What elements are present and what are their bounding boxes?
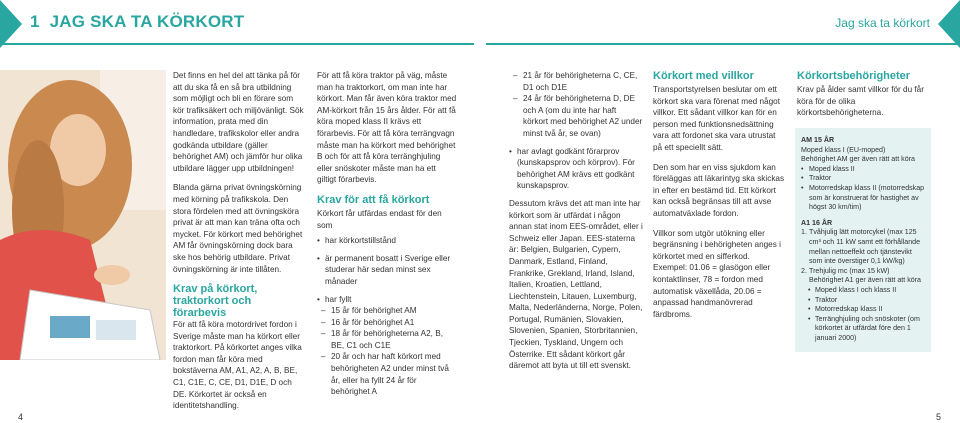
- list-item: • Moped klass II: [801, 165, 925, 175]
- header-rule-left: [0, 43, 474, 45]
- chapter-number: 1: [30, 12, 40, 31]
- header-rule-right: [486, 43, 960, 45]
- list-item: • har körkortstillstånd: [317, 235, 457, 247]
- chapter-title: JAG SKA TA KÖRKORT: [49, 12, 245, 31]
- license-requirements-heading: Krav på körkort, traktorkort och förarbevis: [173, 283, 258, 320]
- conditional-paragraph-3: Villkor som utgör utökning eller begränsning i behörigheten anges i körkortet med en sifferkod. Exempel: 01.06 = glasögon eller kontaktlinser, 78 = fordon med automatisk växellåda, 20.06 = anpassad handmanövrerad färdbroms.: [653, 228, 781, 319]
- list-item: – 15 år för behörighet AM: [317, 305, 457, 317]
- list-item: 1. Tvåhjulig lätt motorcykel (max 125 cm³ och 11 kW samt ett förhållande mellan nettoeffekt och tjänstevikt som inte överstiger 0,1 kW/kg): [801, 228, 921, 266]
- conditional-license-heading: Körkort med villkor: [653, 70, 754, 82]
- list-item: 2. Trehjulig mc (max 15 kW) Behörighet A1 ger även rätt att köra: [801, 266, 921, 285]
- page-number-left: 4: [18, 412, 24, 422]
- am-heading: AM 15 ÅR: [801, 136, 835, 144]
- student-reading-photo: [0, 70, 166, 360]
- list-item: – 21 år för behörigheterna C, CE, D1 och D1E: [509, 70, 643, 93]
- conditional-paragraph-2: Den som har en viss sjukdom kan föreläggas att läkarintyg ska skickas in efter en bestämd tid. Ett körkort kan också begränsas till att avse automatväxlade fordon.: [653, 162, 785, 218]
- issue-conditions-list: [317, 235, 457, 398]
- license-issue-intro: Körkort får utfärdas endast för den som: [317, 208, 442, 230]
- list-item: • är permanent bosatt i Sverige eller studerar här sedan minst sex månader: [317, 253, 457, 288]
- photo-illustration: [0, 70, 166, 360]
- list-item: • har fyllt: [317, 294, 457, 306]
- list-item: – 20 år och har haft körkort med behörigheten A2 under minst två år, eller ha fyllt 24 år för behörighet A: [317, 351, 457, 397]
- list-item: • Motorredskap klass II (motorredskap som är konstruerat för hastighet av högst 30 km/tim): [801, 184, 925, 213]
- column-2: [317, 70, 457, 398]
- license-categories-intro: Krav på ålder samt villkor för du får köra för de olika körkortsbehörigheterna.: [797, 85, 924, 118]
- am-list: [801, 165, 925, 213]
- a1-list: [801, 228, 925, 343]
- list-item: – 16 år för behörighet A1: [317, 317, 457, 329]
- intro-paragraph: Det finns en hel del att tänka på för att du ska få en så bra utbildning som möjligt och bli en förare som kör trafiksäkert och miljövänligt. Sök information, prata med din handledare, trafikskolor eller andra godkända utbildare (gäller behörighet AM) och jämför hur olika utbildare lägger upp utbildningen!: [173, 71, 304, 173]
- list-item: • Terränghjuling och snöskoter (om körkortet är utfärdat före den 1 januari 2000): [801, 315, 925, 344]
- am-line-2: Behörighet AM ger även rätt att köra: [801, 155, 915, 164]
- license-issue-heading: Krav för att få körkort: [317, 193, 430, 206]
- list-item: • Motorredskap klass II: [801, 305, 925, 315]
- column-5: [797, 70, 933, 127]
- conditional-paragraph-1: Transportstyrelsen beslutar om ett körkort ska vara förenat med något villkor. Ett sådant villkor kan för en person med funktionsnedsättning vara att fordonet ska vara utrustat på ett speciellt sätt.: [653, 85, 780, 152]
- list-item: – 18 år för behörigheterna A2, B, BE, C1 och C1E: [317, 328, 457, 351]
- list-item: • har avlagt godkänt förarprov (kunskapsprov och körprov). För behörighet AM krävs ett godkänt kunskapsprov.: [509, 146, 643, 192]
- practice-paragraph: Blanda gärna privat övningskörning med körning på trafikskola. Den stora fördelen med att övningsköra privat är att man kan träna ofta och mycket. För körkort med behörighet AM får övningskörning dock bara ske hos behörig utbildare. Privat övningskörning är inte tillåten.: [173, 183, 303, 274]
- license-requirements-paragraph: För att få köra motordrivet fordon i Sverige måste man ha körkort eller traktorkort. På körkortet anges vilka fordon man får köra med bokstäverna AM, A1, A2, A, B, BE, C1, C1E, C, CE, D1, D1E, D och DE. Körkortet är också en identitetshandling.: [173, 320, 302, 411]
- list-item: – 24 år för behörigheterna D, DE och A (om du inte har haft körkort med behörighet A2 under minst två år, se ovan): [509, 93, 643, 139]
- tractor-paragraph: För att få köra traktor på väg, måste man ha traktorkort, om man inte har körkort. Man får även köra traktor med AM-körkort från 15 års ålder. För att få köra moped klass II krävs ett förarbevis. För att få köra terrängvagn måste man ha körkort med behörighet B och för att få köra terränghjuling eller snöskoter måste man ha ett giltigt förarbevis.: [317, 71, 457, 185]
- column-4: [653, 70, 785, 328]
- list-item: • Traktor: [801, 174, 925, 184]
- list-item: • Traktor: [801, 296, 925, 306]
- chapter-marker-left: [0, 0, 22, 48]
- license-categories-box: [795, 128, 931, 352]
- running-title: Jag ska ta körkort: [835, 16, 930, 30]
- chapter-heading: [30, 12, 244, 32]
- license-categories-heading: Körkortsbehörigheter: [797, 70, 911, 82]
- page-number-right: 5: [936, 412, 942, 422]
- column-1: [173, 70, 306, 420]
- list-item: • Moped klass I och klass II: [801, 286, 925, 296]
- age-conditions-list: [509, 70, 643, 192]
- am-line-1: Moped klass I (EU-moped): [801, 145, 886, 154]
- a1-heading: A1 16 ÅR: [801, 218, 833, 227]
- column-3: [509, 70, 643, 380]
- chapter-marker-right: [938, 0, 960, 48]
- ees-paragraph: Dessutom krävs det att man inte har körkort som är utfärdat i någon annan stat inom EES-området, eller i Schweiz eller Japan. EES-staterna är: Belgien, Bulgarien, Cypern, Danmark, Estland, Finland, Frankrike, Grekland, Irland, Island, Italien, Kroatien, Lettland, Liechtenstein, Litauen, Luxemburg, Malta, Nederländerna, Norge, Polen, Portugal, Rumänien, Slovakien, Slovenien, Spanien, Storbritannien, Tjeckien, Tyskland, Ungern och Österrike. Ett sådant körkort går däremot att byta ut till ett svenskt.: [509, 198, 643, 371]
